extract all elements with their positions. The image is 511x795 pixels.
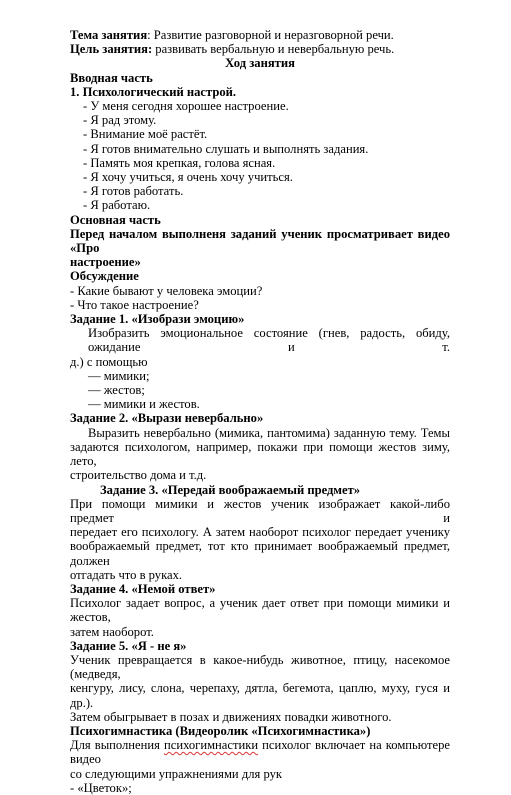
- task5-title: Задание 5. «Я - не я»: [70, 638, 187, 653]
- section-intro: Вводная часть: [70, 70, 153, 85]
- goal-label: Цель занятия:: [70, 42, 153, 57]
- task1-text: д.) с помощью: [70, 354, 148, 369]
- task5-text: кенгуру, лису, слона, черепаху, дятла, бегемота, цаплю, муху, гуся и др.).: [70, 681, 450, 710]
- task2-text: задаются психологом, например, покажи при помощи жестов зиму, лето,: [70, 439, 450, 469]
- task1-item: — мимики;: [88, 368, 150, 383]
- task2-title: Задание 2. «Вырази невербально»: [70, 411, 264, 426]
- psychogym-title: Психогимнастика (Видеоролик «Психогимнастика»): [70, 723, 371, 738]
- task4-text: Психолог задает вопрос, а ученик дает ответ при помощи мимики и жестов,: [70, 596, 450, 625]
- discussion-item: - Что такое настроение?: [70, 297, 199, 312]
- task3-title: Задание 3. «Передай воображаемый предмет»: [100, 482, 361, 497]
- video-line: Перед началом выполненя заданий ученик просматривает видео «Про: [70, 226, 450, 256]
- psych-item: - Я готов внимательно слушать и выполнять задания.: [83, 141, 369, 156]
- psychogym-text: [70, 738, 450, 766]
- task2-text: строительство дома и т.д.: [70, 468, 207, 483]
- psych-item: - Я рад этому.: [83, 113, 157, 128]
- psych-item: - Я работаю.: [83, 198, 151, 213]
- section-main: Основная часть: [70, 212, 161, 227]
- psychogym-text-start: Для выполнения: [70, 738, 164, 753]
- task3-text: воображаемый предмет, тот кто принимает воображаемый предмет, должен: [70, 539, 450, 568]
- task1-text: Изобразить эмоциональное состояние (гнев, радость, обиду, ожидание и т.: [88, 326, 450, 355]
- heading-course: Ход занятия: [225, 56, 295, 71]
- task4-text: затем наоборот.: [70, 624, 154, 639]
- video-line: настроение»: [70, 255, 141, 270]
- psychogym-item: - «Цветок»;: [70, 780, 132, 795]
- goal-text: развивать вербальную и невербальную речь.: [152, 42, 395, 57]
- task1-title: Задание 1. «Изобрази эмоцию»: [70, 312, 245, 327]
- psych-item: - У меня сегодня хорошее настроение.: [83, 99, 289, 114]
- psych-item: - Память моя крепкая, голова ясная.: [83, 155, 276, 170]
- psych-title: 1. Психологический настрой.: [70, 84, 237, 99]
- psychogym-text-end: психолог включает на компьютере видео: [70, 738, 450, 767]
- task5-text: Ученик превращается в какое-нибудь животное, птицу, насекомое (медведя,: [70, 652, 450, 682]
- discussion-item: - Какие бывают у человека эмоции?: [70, 283, 263, 298]
- goal-line: [70, 42, 450, 56]
- task1-item: — мимики и жестов.: [88, 397, 200, 412]
- task3-text: передает его психологу. А затем наоборот психолог передает ученику: [70, 525, 450, 540]
- topic-line: [70, 28, 450, 42]
- topic-text: : Развитие разговорной и неразговорной речи.: [147, 28, 394, 42]
- task5-text: Затем обыгрывает в позах и движениях повадки животного.: [70, 709, 392, 724]
- task2-text: Выразить невербально (мимика, пантомима) заданную тему. Темы: [88, 425, 450, 440]
- task1-item: — жестов;: [88, 383, 145, 398]
- psych-item: - Я готов работать.: [83, 184, 184, 199]
- discussion-title: Обсуждение: [70, 269, 139, 284]
- psych-item: - Я хочу учиться, я очень хочу учиться.: [83, 170, 293, 185]
- psych-item: - Внимание моё растёт.: [83, 127, 208, 142]
- psychogym-text: со следующими упражнениями для рук: [70, 766, 283, 781]
- task3-text: При помощи мимики и жестов ученик изображает какой-либо предмет и: [70, 496, 450, 525]
- task3-text: отгадать что в руках.: [70, 567, 183, 582]
- document-page: [70, 28, 450, 795]
- task4-title: Задание 4. «Немой ответ»: [70, 581, 216, 596]
- topic-label: Тема занятия: [70, 28, 148, 42]
- misspelled-word: психогимнастики: [164, 738, 259, 753]
